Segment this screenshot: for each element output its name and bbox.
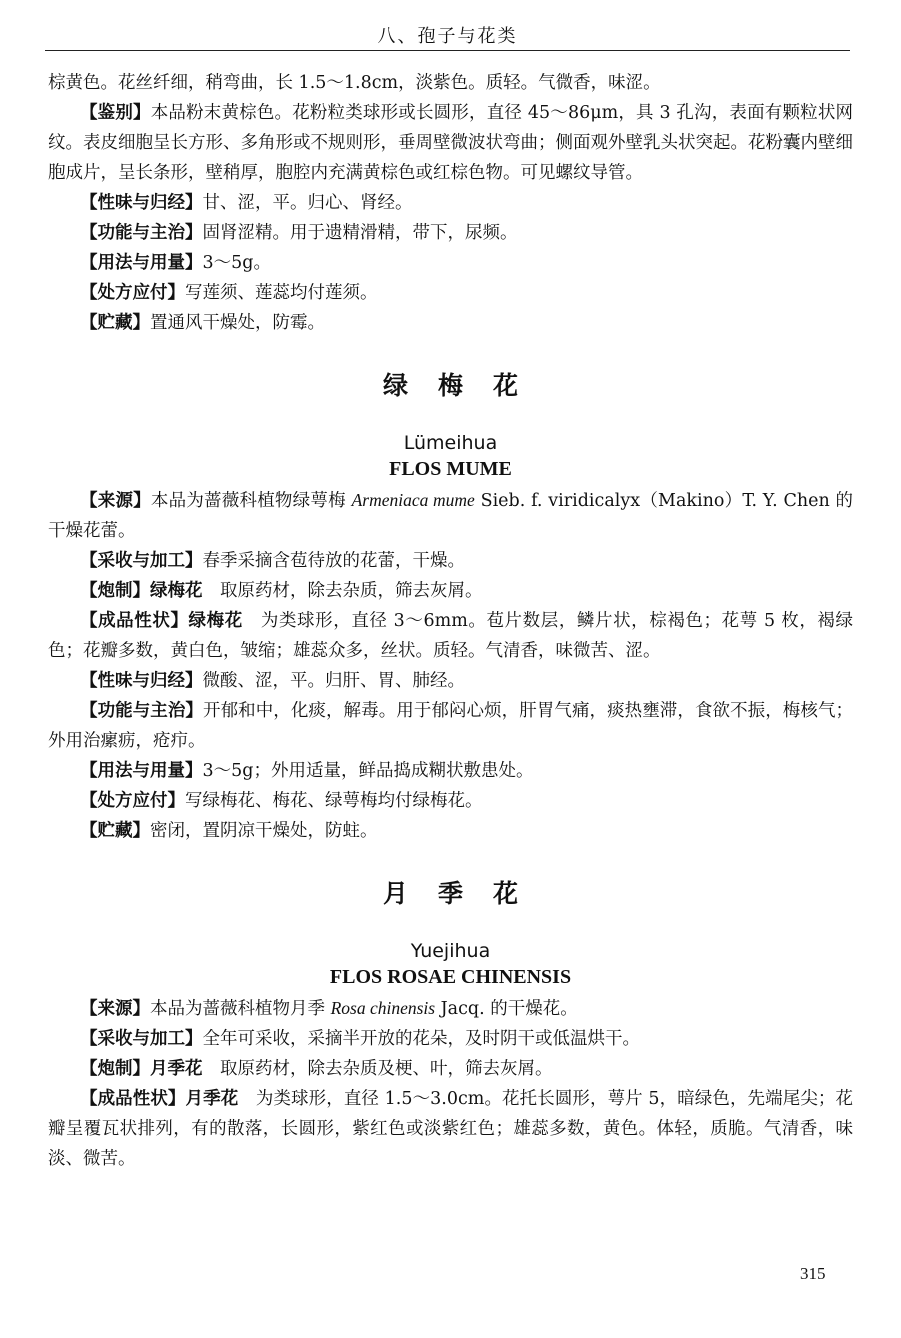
text-chengpin: 为类球形，直径 3～6mm。苞片数层，鳞片状，棕褐色；花萼 5 枚，褐绿色；花瓣多数，黄白色，皱缩；雄蕊众多，丝状。质轻。气清香，味微苦、涩。 (48, 611, 853, 661)
para-chengpin-2 (48, 606, 853, 666)
text-zhucang: 密闭，置阴凉干燥处，防蛀。 (150, 821, 378, 841)
label-jianbie: 【鉴别】 (80, 103, 151, 123)
pinyin-yuejihua: Yuejihua (410, 940, 491, 962)
para-chengpin-3 (48, 1084, 853, 1174)
label-yongfa: 【用法与用量】 (80, 253, 203, 273)
label-laiyuan: 【来源】 (80, 491, 151, 511)
para-laiyuan-2 (48, 485, 853, 546)
para-jianbie (48, 98, 853, 188)
label-chengpin: 【成品性状】 (80, 611, 189, 631)
label-paozhi: 【炮制】 (80, 581, 150, 601)
text-jianbie: 本品粉末黄棕色。花粉粒类球形或长圆形，直径 45～86μm，具 3 孔沟，表面有颗粒状网纹。表皮细胞呈长方形、多角形或不规则形，垂周壁微波状弯曲；侧面观外壁乳头状突起。花粉囊内壁细胞成片，呈长条形，壁稍厚，胞腔内充满黄棕色或红棕色物。可见螺纹导管。 (48, 103, 853, 183)
text-caishou: 春季采摘含苞待放的花蕾，干燥。 (202, 551, 465, 571)
para-caishou-2 (48, 546, 853, 576)
chengpin-name: 月季花 (185, 1089, 239, 1109)
paozhi-name: 绿梅花 (150, 581, 203, 601)
label-zhucang: 【贮藏】 (80, 313, 150, 333)
para-zhucang-1 (48, 308, 853, 338)
header-title: 八、孢子与花类 (377, 26, 518, 47)
species-name: Armeniaca mume (351, 490, 475, 510)
para-xingwei-1 (48, 188, 853, 218)
text-laiyuan-post: Sieb. f. viridicalyx（Makino）T. Y. Chen 的干燥花蕾。 (48, 491, 854, 541)
label-xingwei: 【性味与归经】 (80, 193, 203, 213)
running-header (45, 14, 850, 51)
pinyin-lvmeihua: Lümeihua (403, 432, 498, 454)
species-name: Rosa chinensis (330, 998, 436, 1018)
text-chufang: 写绿梅花、梅花、绿萼梅均付绿梅花。 (185, 791, 483, 811)
section-title-yuejihua: 月季花 (382, 879, 548, 908)
label-zhucang: 【贮藏】 (80, 821, 150, 841)
text-laiyuan-post: Jacq. 的干燥花。 (435, 999, 578, 1019)
label-caishou: 【采收与加工】 (80, 551, 203, 571)
text-caishou: 全年可采收，采摘半开放的花朵，及时阴干或低温烘干。 (202, 1029, 640, 1049)
para-paozhi-3 (48, 1054, 853, 1084)
label-caishou: 【采收与加工】 (80, 1029, 203, 1049)
label-xingwei: 【性味与归经】 (80, 671, 203, 691)
label-yongfa: 【用法与用量】 (80, 761, 203, 781)
section-title-lvmeihua: 绿梅花 (382, 371, 548, 400)
label-gongneng: 【功能与主治】 (80, 223, 203, 243)
para-chufang-2 (48, 786, 853, 816)
page-number: 315 (800, 1264, 826, 1283)
para-caishou-3 (48, 1024, 853, 1054)
para-gongneng-1 (48, 218, 853, 248)
text-xingwei: 微酸、涩，平。归肝、胃、肺经。 (202, 671, 465, 691)
label-gongneng: 【功能与主治】 (80, 701, 203, 721)
label-paozhi: 【炮制】 (80, 1059, 150, 1079)
text-gongneng: 固肾涩精。用于遗精滑精，带下，尿频。 (202, 223, 518, 243)
label-chengpin: 【成品性状】 (80, 1089, 186, 1109)
label-chufang: 【处方应付】 (80, 791, 185, 811)
text-yongfa: 3～5g。 (202, 253, 271, 273)
text-xingwei: 甘、涩，平。归心、肾经。 (202, 193, 413, 213)
label-chufang: 【处方应付】 (80, 283, 185, 303)
text-zhucang: 置通风干燥处，防霉。 (150, 313, 325, 333)
para-laiyuan-3 (48, 993, 853, 1024)
text-gongneng: 开郁和中，化痰，解毒。用于郁闷心烦，肝胃气痛，痰热壅滞，食欲不振，梅核气；外用治瘰疬，疮疖。 (48, 701, 854, 751)
para-yongfa-2 (48, 756, 853, 786)
continuation-line: 棕黄色。花丝纤细，稍弯曲，长 1.5～1.8cm，淡紫色。质轻。气微香，味涩。 (48, 73, 661, 93)
text-paozhi: 取原药材，除去杂质，筛去灰屑。 (202, 581, 483, 601)
para-paozhi-2 (48, 576, 853, 606)
para-gongneng-2 (48, 696, 853, 756)
text-laiyuan-pre: 本品为蔷薇科植物月季 (150, 999, 331, 1019)
text-laiyuan-pre: 本品为蔷薇科植物绿萼梅 (150, 491, 352, 511)
paozhi-name: 月季花 (150, 1059, 203, 1079)
latin-lvmeihua: FLOS MUME (389, 458, 512, 480)
chengpin-name: 绿梅花 (188, 611, 243, 631)
text-yongfa: 3～5g；外用适量，鲜品捣成糊状敷患处。 (202, 761, 534, 781)
para-yongfa-1 (48, 248, 853, 278)
para-chufang-1 (48, 278, 853, 308)
para-zhucang-2 (48, 816, 853, 846)
text-chufang: 写莲须、莲蕊均付莲须。 (185, 283, 378, 303)
page-body (48, 68, 853, 1174)
label-laiyuan: 【来源】 (80, 999, 150, 1019)
latin-yuejihua: FLOS ROSAE CHINENSIS (329, 966, 572, 988)
text-chengpin: 为类球形，直径 1.5～3.0cm。花托长圆形，萼片 5，暗绿色，先端尾尖；花瓣呈覆瓦状排列，有的散落，长圆形，紫红色或淡紫红色；雄蕊多数，黄色。体轻，质脆。气清香，味淡、微苦。 (48, 1089, 853, 1169)
text-paozhi: 取原药材，除去杂质及梗、叶，筛去灰屑。 (202, 1059, 553, 1079)
para-xingwei-2 (48, 666, 853, 696)
